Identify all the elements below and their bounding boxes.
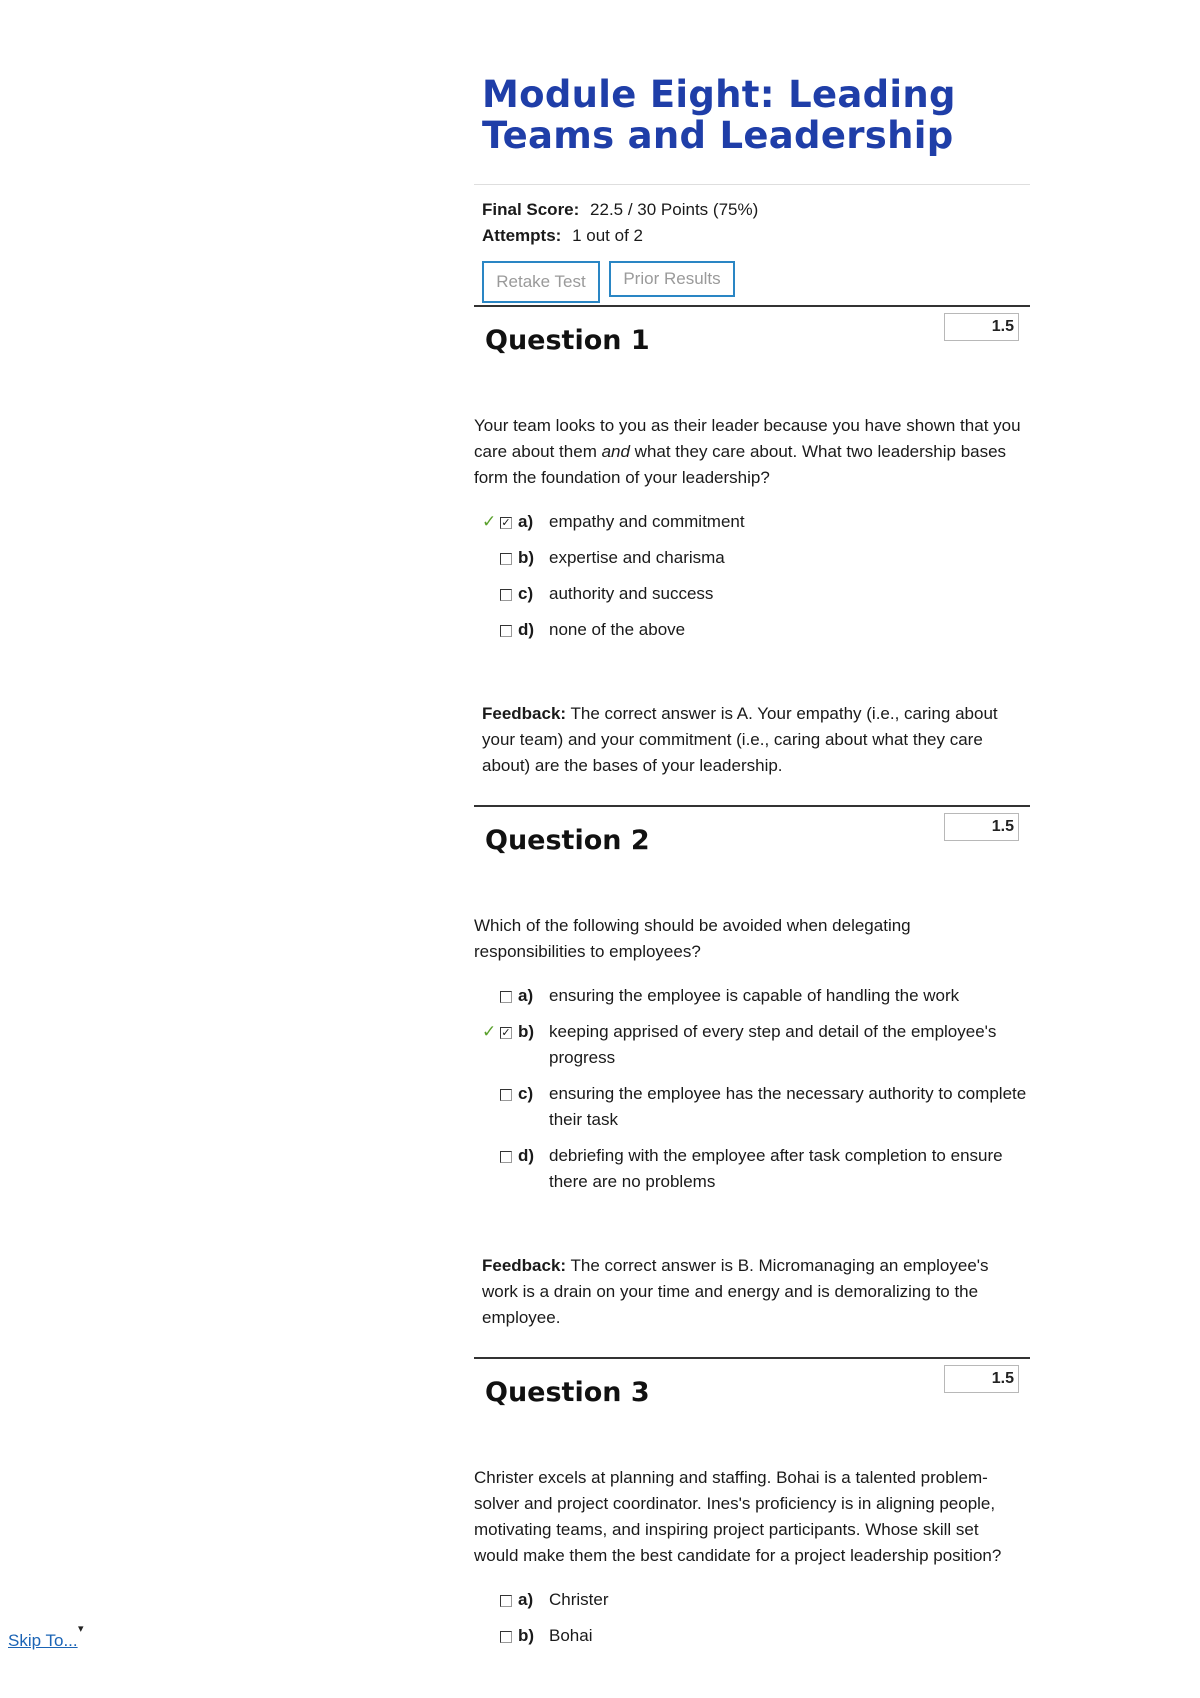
answer-list [474, 983, 1030, 1195]
question-1 [474, 305, 1030, 805]
checkbox-icon[interactable] [500, 553, 512, 565]
answer-letter: b) [518, 1626, 535, 1645]
question-text [474, 413, 1024, 491]
checkbox-icon[interactable] [500, 625, 512, 637]
checkbox-checked-icon[interactable]: ✓ [501, 1027, 511, 1039]
answer-letter: d) [518, 620, 535, 639]
answer-list [474, 1587, 1030, 1649]
answer-text: ensuring the employee has the necessary authority to complete their task [549, 1084, 1027, 1129]
answer-option-b [474, 1623, 1030, 1649]
checkbox-icon[interactable] [500, 1151, 512, 1163]
feedback-text: The correct answer is B. Micromanaging an employee's work is a drain on your time and energy and is demoralizing to the employee. [482, 1256, 989, 1327]
answer-option-a [474, 509, 1030, 535]
attempts-row [482, 223, 1030, 249]
question-points: 1.5 [944, 313, 1019, 341]
answer-text: Christer [549, 1590, 609, 1609]
question-text-emphasis: and [601, 442, 630, 461]
question-points: 1.5 [944, 813, 1019, 841]
feedback-text: The correct answer is A. Your empathy (i.e., caring about your team) and your commitment (i.e., caring about what they care about) are the bases of your leadership. [482, 704, 998, 775]
page-title-line-1: Module Eight: Leading [482, 73, 956, 116]
skip-to-link[interactable]: Skip To... [8, 1631, 78, 1650]
attempts-value: 1 out of 2 [572, 226, 643, 245]
answer-text: debriefing with the employee after task completion to ensure there are no problems [549, 1146, 1003, 1191]
answer-letter: a) [518, 512, 534, 531]
answer-option-c [474, 581, 1030, 607]
question-3 [474, 1357, 1030, 1649]
question-2 [474, 805, 1030, 1357]
checkbox-icon[interactable] [500, 589, 512, 601]
page-title-line-2: Teams and Leadership [482, 114, 954, 157]
prior-results-button[interactable]: Prior Results [609, 261, 735, 297]
answer-text: expertise and charisma [549, 548, 725, 567]
answer-letter: d) [518, 1146, 535, 1165]
question-title: Question 3 [485, 1377, 650, 1408]
dropdown-arrow-icon[interactable]: ▾ [78, 1623, 84, 1635]
question-title: Question 1 [485, 325, 650, 356]
title-divider [474, 184, 1030, 185]
answer-option-d [474, 617, 1030, 643]
question-text: Which of the following should be avoided when delegating responsibilities to employees? [474, 916, 911, 961]
final-score-row [482, 197, 1030, 223]
answer-text: authority and success [549, 584, 714, 603]
answer-text: none of the above [549, 620, 686, 639]
checkbox-icon[interactable] [500, 1089, 512, 1101]
answer-option-a [474, 983, 1030, 1009]
answer-option-b [474, 1019, 1030, 1071]
answer-option-a [474, 1587, 1030, 1613]
checkbox-icon[interactable] [500, 991, 512, 1003]
checkbox-checked-icon[interactable]: ✓ [501, 517, 511, 529]
final-score-value: 22.5 / 30 Points (75%) [590, 200, 759, 219]
answer-list [474, 509, 1030, 643]
question-points: 1.5 [944, 1365, 1019, 1393]
question-text-part: Your team looks to you as their leader because you have shown that you care about them [474, 416, 1021, 461]
answer-option-b [474, 545, 1030, 571]
answer-text: ensuring the employee is capable of handling the work [549, 986, 960, 1005]
question-text-part: what they care about. What two leadership bases form the foundation of your leadership? [474, 442, 1007, 487]
feedback [482, 701, 1002, 805]
answer-letter: b) [518, 1022, 535, 1041]
feedback [482, 1253, 1002, 1357]
attempts-label: Attempts: [482, 226, 562, 245]
final-score-label: Final Score: [482, 200, 580, 219]
answer-text: keeping apprised of every step and detail of the employee's progress [549, 1022, 997, 1067]
answer-letter: b) [518, 548, 535, 567]
page-title [482, 74, 1030, 156]
feedback-label: Feedback: [482, 704, 567, 723]
answer-option-c [474, 1081, 1030, 1133]
action-buttons [482, 261, 1030, 305]
main-content [474, 0, 1030, 1659]
checkbox-icon[interactable] [500, 1631, 512, 1643]
answer-option-d [474, 1143, 1030, 1195]
score-summary [482, 197, 1030, 249]
answer-text: empathy and commitment [549, 512, 745, 531]
answer-letter: a) [518, 1590, 534, 1609]
answer-text: Bohai [549, 1626, 593, 1645]
retake-test-button[interactable]: Retake Test [482, 261, 600, 303]
question-text: Christer excels at planning and staffing. Bohai is a talented problem-solver and project coordinator. Ines's proficiency is in aligning people, motivating teams, and inspiring project participants. Whose skill set would make them the best candidate for a project leadership position? [474, 1468, 1002, 1565]
question-title: Question 2 [485, 825, 650, 856]
correct-check-icon: ✓ [482, 1022, 497, 1041]
correct-check-icon: ✓ [482, 512, 497, 531]
checkbox-icon[interactable] [500, 1595, 512, 1607]
answer-letter: c) [518, 584, 534, 603]
answer-letter: a) [518, 986, 534, 1005]
feedback-label: Feedback: [482, 1256, 567, 1275]
answer-letter: c) [518, 1084, 534, 1103]
